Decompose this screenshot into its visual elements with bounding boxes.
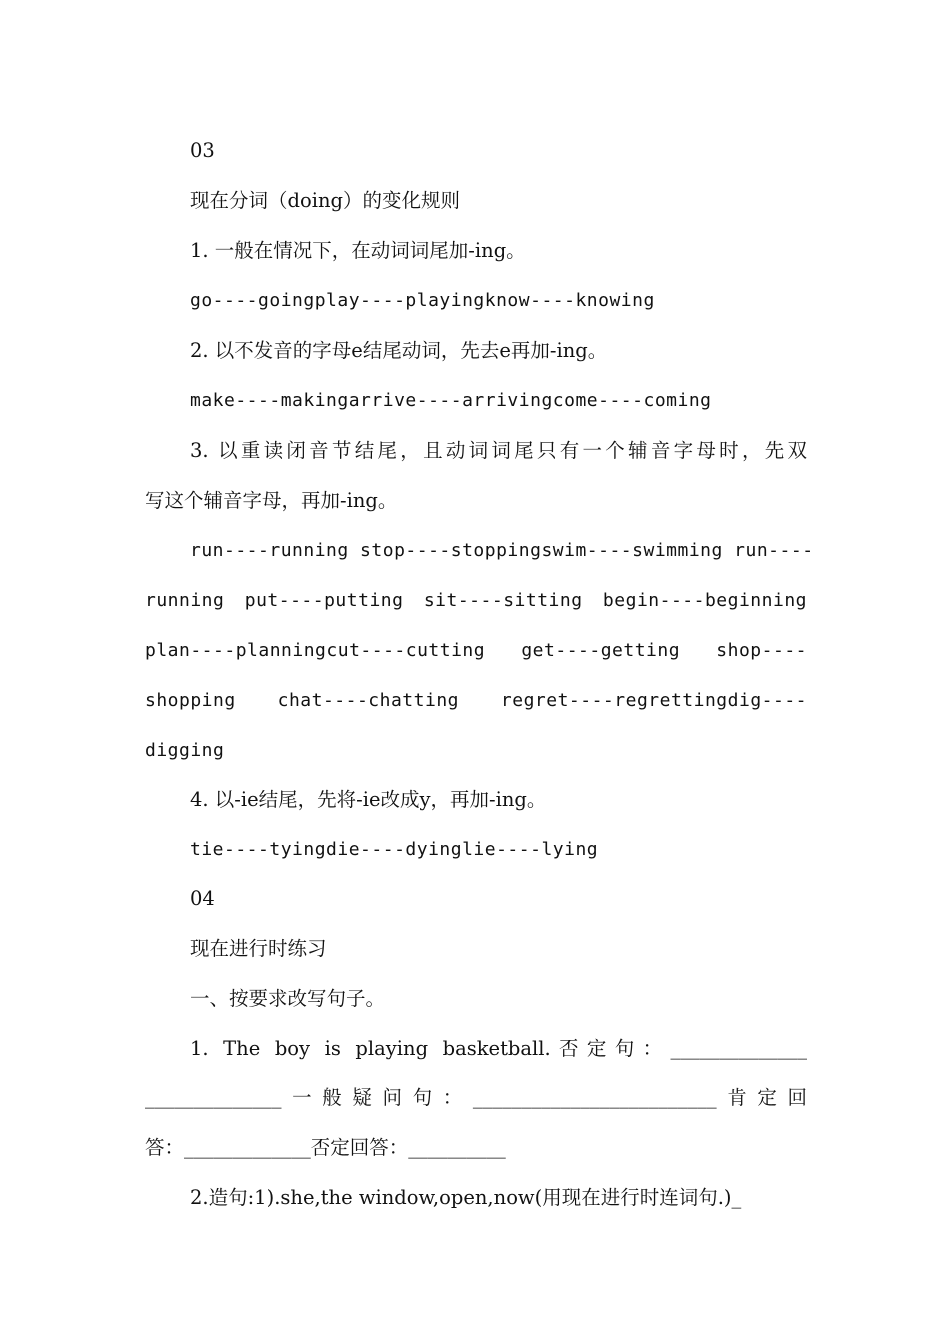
rule-1: 1. 一般在情况下，在动词词尾加-ing。 — [190, 239, 526, 262]
rule-3-line-2: 写这个辅音字母，再加-ing。 — [145, 489, 398, 512]
rule-2-examples: make----makingarrive----arrivingcome----coming — [190, 390, 712, 411]
rule-3-examples-line-3: plan----planningcut----cutting get----getting shop---- — [145, 640, 807, 661]
exercise-1-line-2: ______________一般疑问句：_________________________肯定回 — [145, 1086, 807, 1109]
exercise-2-line-1: 2.造句:1).she,the window,open,now(用现在进行时连词句.)_ — [190, 1186, 742, 1209]
rule-3-examples-line-1: run----running stop----stoppingswim----swimming run---- — [190, 540, 814, 561]
section-number-04: 04 — [190, 887, 215, 910]
rule-1-examples: go----goingplay----playingknow----knowing — [190, 290, 655, 311]
rule-4: 4. 以-ie结尾，先将-ie改成y，再加-ing。 — [190, 788, 547, 811]
rule-3-examples-line-2: running put----putting sit----sitting begin----beginning — [145, 590, 807, 611]
rule-3-examples-line-5: digging — [145, 740, 225, 761]
rule-3-examples-line-4: shopping chat----chatting regret----regrettingdig---- — [145, 690, 807, 711]
exercise-1-line-1: 1. The boy is playing basketball.否定句：______________ — [190, 1037, 807, 1060]
exercise-part-one-heading: 一、按要求改写句子。 — [190, 987, 386, 1010]
exercise-1-line-3: 答：_____________否定回答：__________ — [145, 1136, 506, 1159]
rule-2: 2. 以不发音的字母e结尾动词，先去e再加-ing。 — [190, 339, 608, 362]
section-number-03: 03 — [190, 139, 215, 162]
rule-3-line-1: 3. 以重读闭音节结尾，且动词词尾只有一个辅音字母时，先双 — [190, 439, 807, 462]
section-heading-exercises: 现在进行时练习 — [190, 937, 327, 960]
section-heading-participle-rules: 现在分词（doing）的变化规则 — [190, 189, 461, 212]
rule-4-examples: tie----tyingdie----dyinglie----lying — [190, 839, 599, 860]
